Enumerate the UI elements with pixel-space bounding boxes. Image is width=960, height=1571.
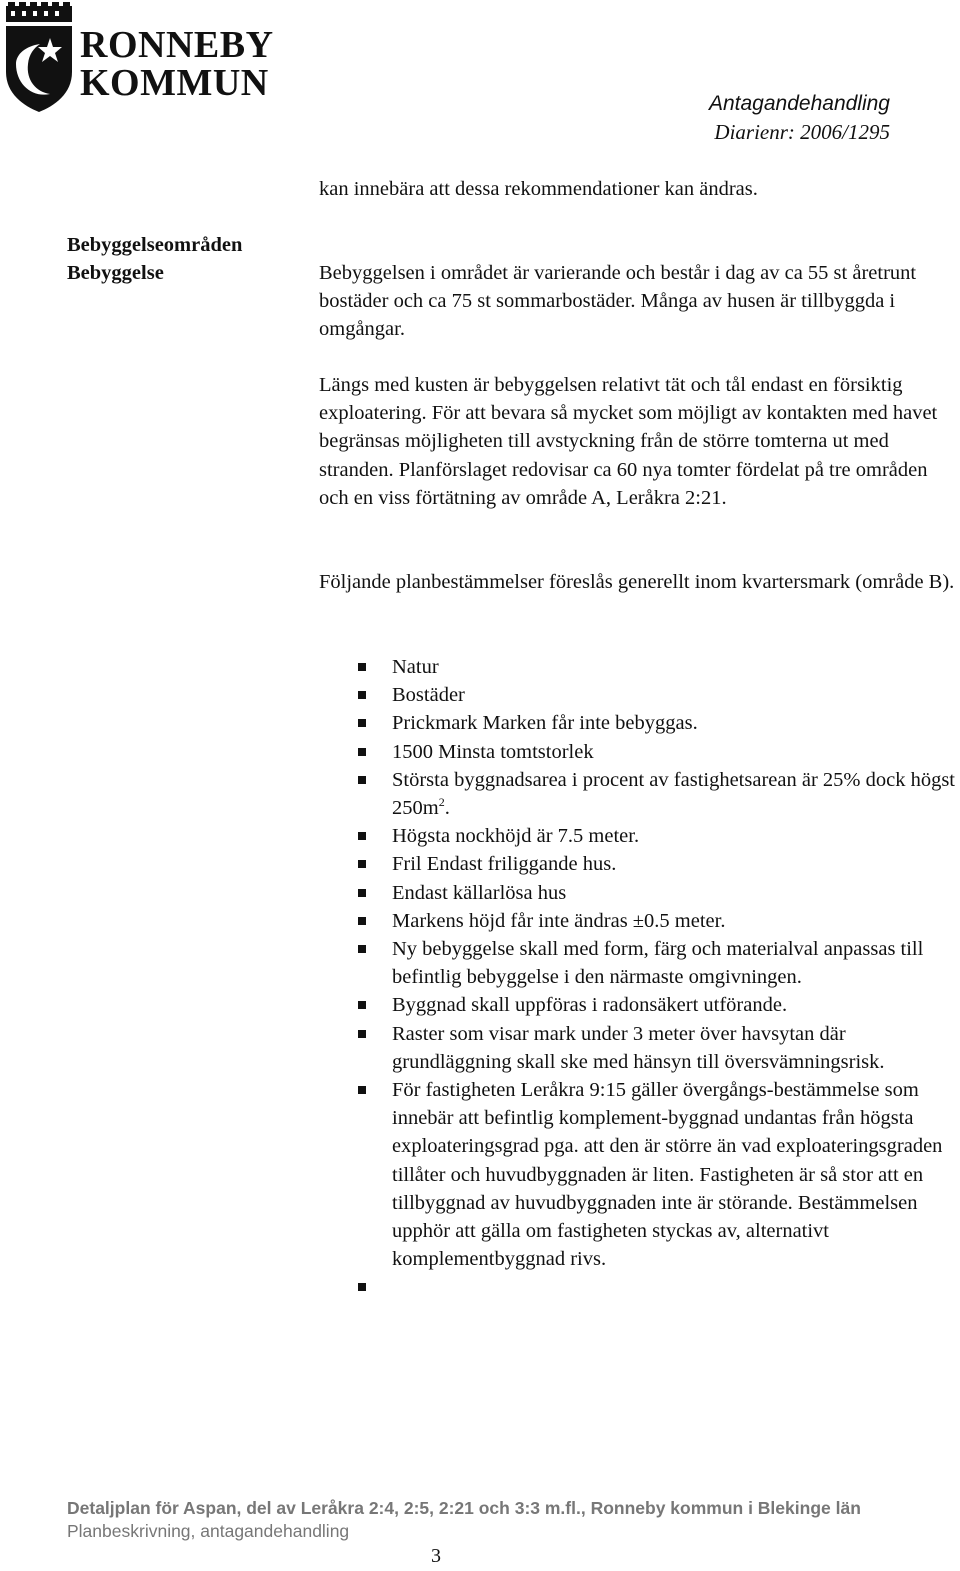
list-item-text: Fril Endast friliggande hus. [392,853,617,876]
footer-document-subtitle: Planbeskrivning, antagandehandling [67,1521,350,1541]
list-item [319,681,960,709]
logo-text-kommun: KOMMUN [80,62,269,104]
list-item-text: Raster som visar mark under 3 meter över havsytan där grundläggning skall ske med hänsyn till översvämningsrisk. [392,1022,885,1073]
list-item [319,879,960,907]
superscript-2: 2 [438,795,445,810]
square-bullet-icon [358,1001,366,1009]
diarie-number: Diarienr: 2006/1295 [714,120,890,144]
square-bullet-icon [358,860,366,868]
list-item-text: Markens höjd får inte ändras ±0.5 meter. [392,909,726,932]
list-item [319,907,960,935]
square-bullet-icon [358,748,366,756]
square-bullet-icon [358,1030,366,1038]
document-type: Antagandehandling [708,92,890,115]
list-item [319,738,960,766]
page-number: 3 [431,1545,441,1567]
list-item-text: 1500 Minsta tomtstorlek [392,740,594,763]
square-bullet-icon [358,945,366,953]
footer-plan-title: Detaljplan för Aspan, del av Leråkra 2:4, 2:5, 2:21 och 3:3 m.fl., Ronneby kommun i Blekinge län [67,1498,861,1518]
side-heading-bebyggelse: Bebyggelse [67,262,164,284]
paragraph-2: Längs med kusten är bebyggelsen relativt tät och tål endast en försiktig exploatering. För att bevara så mycket som möjligt av kontakten med havet begränsas möjligheten till avstyckning från de större tomterna ut med stranden. Planförslaget redovisar ca 60 nya tomter fördelat på tre områden och en viss förtätning av område A, Leråkra 2:21. [319,374,938,509]
square-bullet-icon [358,663,366,671]
list-item [319,1076,960,1273]
coat-of-arms-icon [2,2,82,114]
list-item-text: Bostäder [392,684,465,707]
square-bullet-icon [358,1086,366,1094]
list-item [319,991,960,1019]
list-item [319,822,960,850]
square-bullet-icon [358,917,366,925]
list-item [319,850,960,878]
square-bullet-icon [358,719,366,727]
list-item [319,766,960,822]
ronneby-kommun-logo [2,2,292,114]
list-item-empty [319,1273,960,1301]
square-bullet-icon [358,691,366,699]
list-item-text: Endast källarlösa hus [392,881,567,904]
square-bullet-icon [358,832,366,840]
paragraph-1: Bebyggelsen i området är varierande och består i dag av ca 55 st åretrunt bostäder och ca 75 st sommarbostäder. Många av husen är tillbyggda i omgångar. [319,262,917,341]
side-heading-bebyggelseomraden: Bebyggelseområden [67,234,243,256]
plan-regulation-list [319,653,960,1301]
list-item [319,1020,960,1076]
list-item-suffix: . [444,797,450,820]
list-item-text: Högsta nockhöjd är 7.5 meter. [392,825,640,848]
list-item [319,709,960,737]
list-item [319,935,960,991]
list-item-text: Natur [392,656,439,678]
square-bullet-icon [358,776,366,784]
list-item-text: Prickmark Marken får inte bebyggas. [392,712,698,735]
square-bullet-icon [358,889,366,897]
list-item-text: Största byggnadsarea i procent av fastighetsarean är 25% dock högst 250m [392,768,955,820]
list-item [319,653,960,681]
list-item-text: För fastigheten Leråkra 9:15 gäller övergångs-bestämmelse som innebär att befintlig komplement-byggnad undantas från högsta exploateringsgrad pga. att den är större än vad exploateringsgraden tillåter och huvudbyggnaden är liten. Fastigheten är så stor att en tillbyggnad av huvudbyggnaden inte är störande. Bestämmelsen upphör att gälla om fastigheten styckas av, alternativt komplementbyggnad rivs. [392,1079,943,1271]
square-bullet-icon [358,1283,366,1291]
intro-text: kan innebära att dessa rekommendationer kan ändras. [319,178,758,200]
paragraph-3: Följande planbestämmelser föreslås generellt inom kvartersmark (område B). [319,571,955,593]
list-item-text: Ny bebyggelse skall med form, färg och materialval anpassas till befintlig bebyggelse i den närmaste omgivningen. [392,938,924,989]
list-item-text: Byggnad skall uppföras i radonsäkert utförande. [392,994,788,1017]
logo-text-ronneby: RONNEBY [80,24,274,66]
